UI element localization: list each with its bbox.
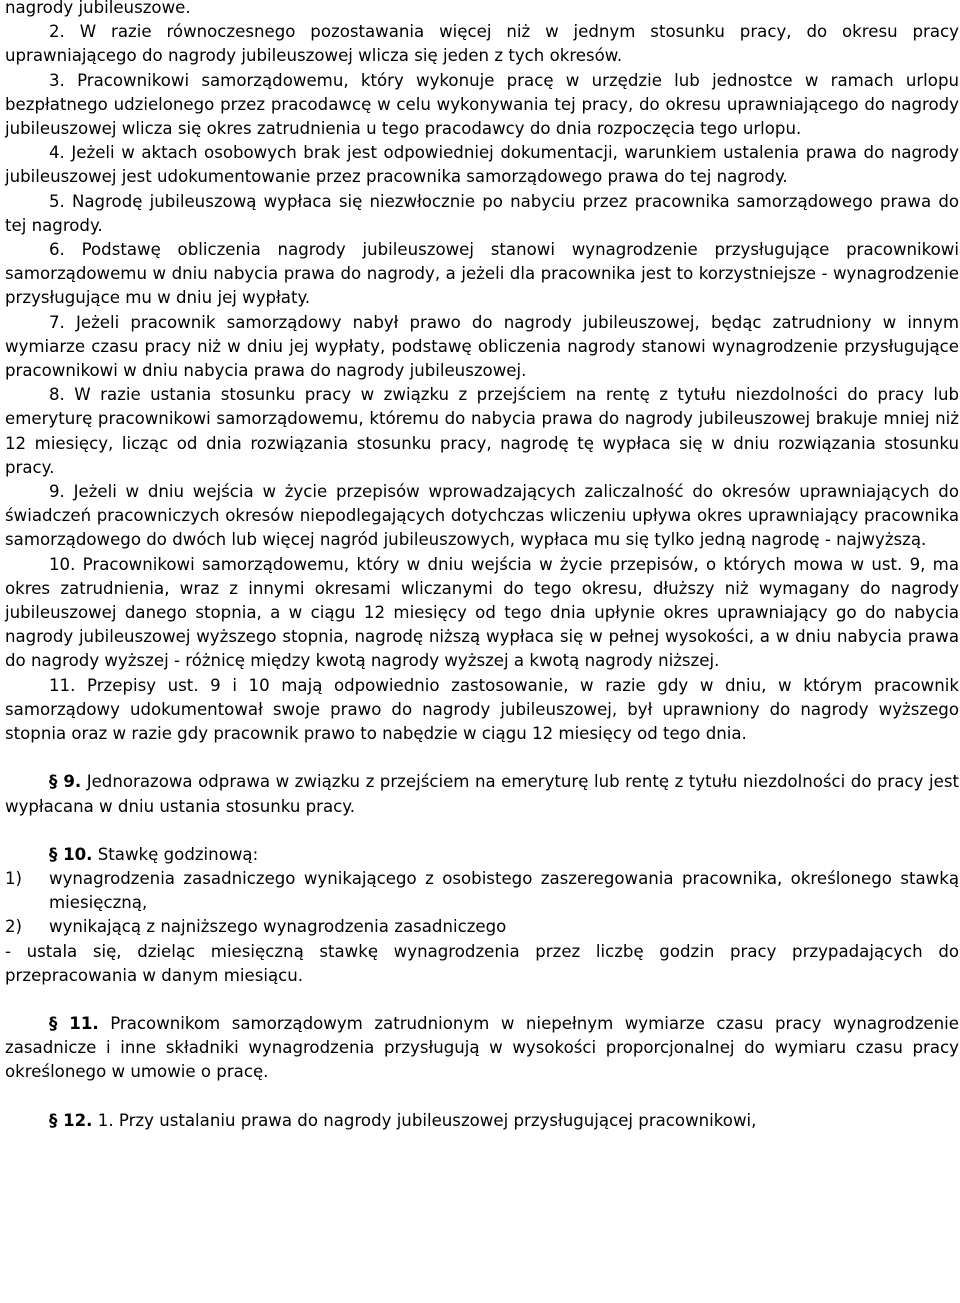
section-10-item-2 xyxy=(5,915,959,939)
paragraph-2: 2. W razie równoczesnego pozostawania więcej niż w jednym stosunku pracy, do okresu pracy uprawniającego do nagrody jubileuszowej wlicza się jeden z tych okresów. xyxy=(5,22,959,66)
section-gap xyxy=(5,819,959,843)
list-number: 1) xyxy=(5,868,23,888)
section-12 xyxy=(5,1109,959,1133)
section-gap xyxy=(5,988,959,1012)
section-11-text: Pracownikom samorządowym zatrudnionym w niepełnym wymiarze czasu pracy wynagrodzenie zasadnicze i inne składniki wynagrodzenia przysługują w wysokości proporcjonalnej do wymiaru czasu pracy określonego w umowie o pracę. xyxy=(5,1013,959,1082)
section-10 xyxy=(5,843,959,867)
paragraph-7: 7. Jeżeli pracownik samorządowy nabył prawo do nagrody jubileuszowej, będąc zatrudniony w innym wymiarze czasu pracy niż w dniu jej wypłaty, podstawę obliczenia nagrody stanowi wynagrodzenie przysługujące pracownikowi w dniu nabycia prawa do nagrody jubileuszowej. xyxy=(5,312,959,381)
paragraph-6: 6. Podstawę obliczenia nagrody jubileuszowej stanowi wynagrodzenie przysługujące pracownikowi samorządowemu w dniu nabycia prawa do nagrody, a jeżeli dla pracownika jest to korzystniejsze - wynagrodzenie przysługujące mu w dniu jej wypłaty. xyxy=(5,240,959,308)
section-9-number: § 9. xyxy=(49,772,82,792)
section-10-item-1 xyxy=(5,867,959,915)
section-11-number: § 11. xyxy=(49,1013,99,1033)
paragraph-10: 10. Pracownikowi samorządowemu, który w dniu wejścia w życie przepisów, o których mowa w ust. 9, ma okres zatrudnienia, wraz z innymi okresami wliczanymi do tego okresu, dłuższy niż wymagany do nagrody jubileuszowej danego stopnia, a w ciągu 12 miesięcy od tego dnia upłynie okres uprawniający go do nabycia nagrody jubileuszowej wyższego stopnia, nagrodę niższą wypłaca się w pełnej wysokości, a w dniu nabycia prawa do nagrody wyższej - różnicę między kwotą nagrody wyższej a kwotą nagrody niższej. xyxy=(5,554,959,671)
section-10-text: Stawkę godzinową: xyxy=(92,844,259,864)
paragraph-5: 5. Nagrodę jubileuszową wypłaca się niezwłocznie po nabyciu przez pracownika samorządowego prawa do tej nagrody. xyxy=(5,191,959,235)
list-text: wynagrodzenia zasadniczego wynikającego z osobistego zaszeregowania pracownika, określonego stawką miesięczną, xyxy=(49,868,959,913)
paragraph-intro-tail: nagrody jubileuszowe. xyxy=(5,0,191,17)
paragraph-9: 9. Jeżeli w dniu wejścia w życie przepisów wprowadzających zaliczalność do okresów uprawniających do świadczeń pracowniczych okresów niepodlegających dotychczas wliczeniu upływa okres uprawniający pracownika samorządowego do dwóch lub więcej nagród jubileuszowych, wypłaca mu się tylko jedną nagrodę - najwyższą. xyxy=(5,482,959,550)
paragraph-8: 8. W razie ustania stosunku pracy w związku z przejściem na rentę z tytułu niezdolności do pracy lub emeryturę pracownikowi samorządowemu, któremu do nabycia prawa do nagrody jubileuszowej brakuje mniej niż 12 miesięcy, licząc od dnia rozwiązania stosunku pracy, nagrodę tę wypłaca się w dniu rozwiązania stosunku pracy. xyxy=(5,385,959,477)
list-number: 2) xyxy=(5,917,23,937)
paragraph-11: 11. Przepisy ust. 9 i 10 mają odpowiednio zastosowanie, w razie gdy w dniu, w którym pracownik samorządowy udokumentował swoje prawo do nagrody jubileuszowej, był uprawniony do nagrody wyższego stopnia oraz w razie gdy pracownik prawo to nabędzie w ciągu 12 miesięcy od tego dnia. xyxy=(5,675,959,744)
section-gap xyxy=(5,1085,959,1109)
section-9 xyxy=(5,770,959,818)
document-page xyxy=(5,0,959,1133)
list-text: wynikającą z najniższego wynagrodzenia zasadniczego xyxy=(49,917,507,937)
section-10-tail: - ustala się, dzieląc miesięczną stawkę wynagrodzenia przez liczbę godzin pracy przypadających do przepracowania w danym miesiącu. xyxy=(5,941,959,985)
paragraph-3: 3. Pracownikowi samorządowemu, który wykonuje pracę w urzędzie lub jednostce w ramach urlopu bezpłatnego udzielonego przez pracodawcę w celu wykonywania tej pracy, do okresu uprawniającego do nagrody jubileuszowej wlicza się okres zatrudnienia u tego pracodawcy do dnia rozpoczęcia tego urlopu. xyxy=(5,70,959,139)
section-12-text: 1. Przy ustalaniu prawa do nagrody jubileuszowej przysługującej pracownikowi, xyxy=(92,1110,757,1130)
section-9-text: Jednorazowa odprawa w związku z przejściem na emeryturę lub rentę z tytułu niezdolności do pracy jest wypłacana w dniu ustania stosunku pracy. xyxy=(5,772,959,816)
section-11 xyxy=(5,1012,959,1085)
paragraph-4: 4. Jeżeli w aktach osobowych brak jest odpowiedniej dokumentacji, warunkiem ustalenia prawa do nagrody jubileuszowej jest udokumentowanie przez pracownika samorządowego prawa do tej nagrody. xyxy=(5,143,959,187)
section-gap xyxy=(5,746,959,770)
section-10-number: § 10. xyxy=(49,844,93,864)
section-12-number: § 12. xyxy=(49,1110,93,1130)
